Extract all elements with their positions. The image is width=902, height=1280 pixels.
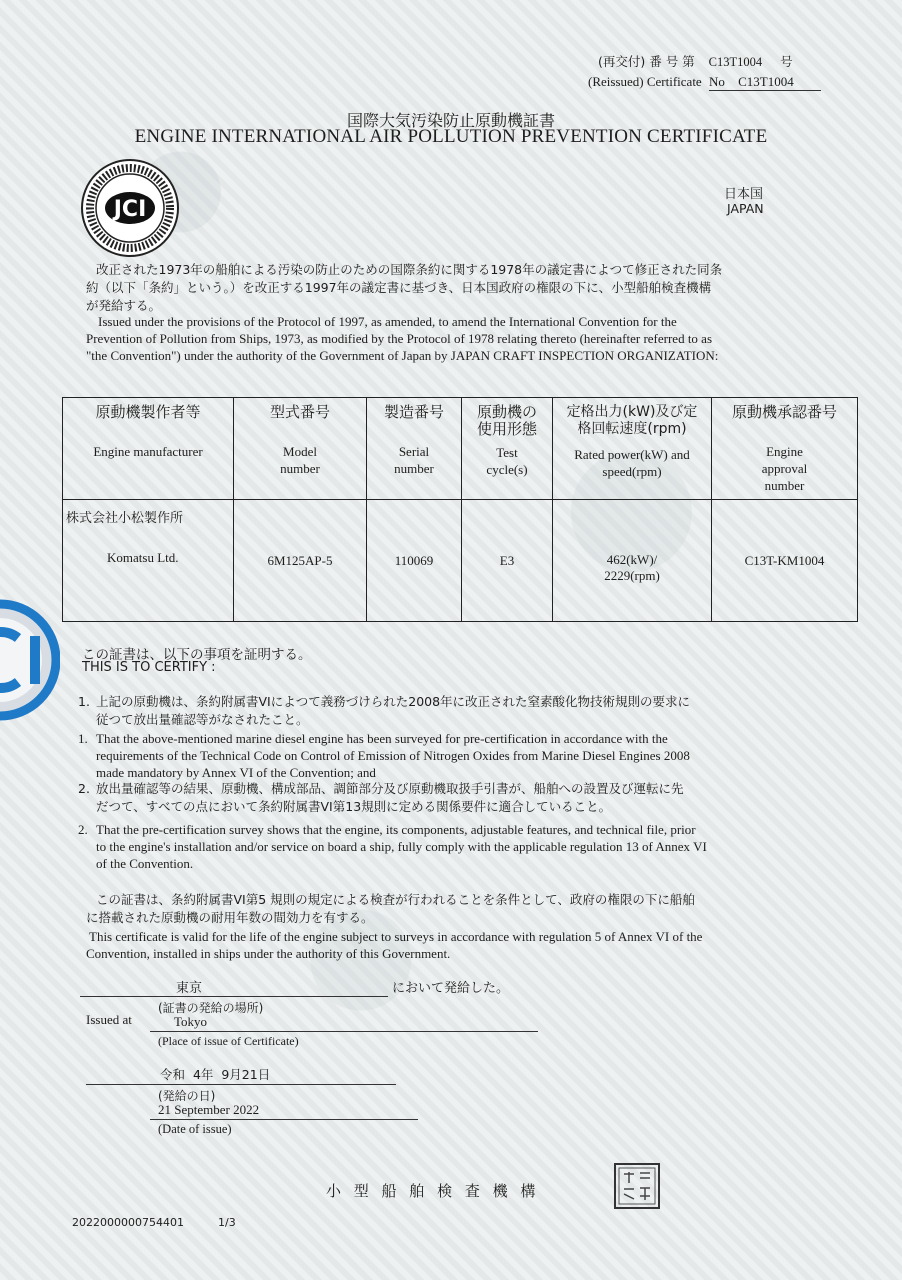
- header-serial: [367, 398, 462, 500]
- certify-en: THIS IS TO CERTIFY :: [82, 660, 216, 675]
- item2-en: [96, 821, 846, 872]
- validity-en: [86, 928, 856, 962]
- manufacturer-en: Komatsu Ltd.: [107, 550, 179, 565]
- date-jp-field: [86, 1064, 396, 1085]
- place-label-jp: (証書の発給の場所): [158, 1001, 264, 1015]
- header-jp: 原動機の使用形態: [476, 403, 537, 438]
- item2-en-line: of the Convention.: [96, 856, 194, 871]
- reissued-en-field: [709, 74, 821, 91]
- reissued-en-label: (Reissued) Certificate: [588, 74, 702, 89]
- issued-at-label: Issued at: [86, 1012, 132, 1027]
- header-en: Rated power(kW) and speed(rpm): [574, 447, 690, 479]
- header-en: Engine approval number: [761, 444, 808, 493]
- item1-jp-line: 従つて放出量確認等がなされたこと。: [96, 712, 309, 727]
- power-rpm: 2229(rpm): [604, 567, 660, 583]
- header-jp: 製造番号: [383, 403, 444, 421]
- official-stamp-icon: [614, 1163, 660, 1209]
- item2-num-jp: 2.: [78, 781, 90, 796]
- header-en: Serial number: [394, 444, 434, 476]
- cell-manufacturer: [63, 500, 234, 622]
- header-rated-power: [553, 398, 712, 500]
- item1-num-jp: 1.: [78, 694, 90, 709]
- item1-num-en: 1.: [78, 731, 88, 746]
- item1-jp: [96, 693, 846, 729]
- item2-en-line: That the pre-certification survey shows that the engine, its components, adjustable features, and technical file, prior: [96, 822, 696, 837]
- header-en: Test cycle(s): [486, 445, 528, 477]
- item2-jp: [96, 780, 846, 816]
- intro-jp-line: が発給する。: [86, 298, 162, 313]
- document-number: 2022000000754401: [72, 1216, 184, 1229]
- reissued-en-no: No: [708, 74, 725, 89]
- item1-en-line: That the above-mentioned marine diesel engine has been surveyed for pre-certification in accordance with the: [96, 731, 668, 746]
- cell-rated-power: [553, 500, 712, 622]
- cell-test-cycle: E3: [462, 500, 553, 622]
- table-header-row: [63, 398, 858, 500]
- item2-num-en: 2.: [78, 822, 88, 837]
- intro-jp-line: 改正された1973年の船舶による汚染の防止のための国際条約に関する1978年の議定書によつて修正された同条: [96, 262, 723, 277]
- engine-table: [62, 397, 858, 622]
- item1-en-line: requirements of the Technical Code on Control of Emission of Nitrogen Oxides from Marine Diesel Engines 2008: [96, 748, 690, 763]
- place-jp-field: [80, 977, 388, 997]
- header-jp: 原動機製作者等: [95, 403, 201, 421]
- reissued-jp-label: (再交付) 番 号 第: [598, 54, 695, 69]
- intro-en-line: Prevention of Pollution from Ships, 1973, as modified by the Protocol of 1978 relating thereto (hereinafter referred to as: [86, 331, 713, 346]
- table-row: [63, 500, 858, 622]
- date-en: 21 September 2022: [158, 1102, 260, 1117]
- header-jp: 定格出力(kW)及び定格回転速度(rpm): [566, 404, 698, 437]
- header-approval: [712, 398, 858, 500]
- cell-serial: 110069: [367, 500, 462, 622]
- date-jp: 令和 4年 9月21日: [160, 1067, 271, 1082]
- reissued-jp-number: C13T1004: [708, 55, 763, 69]
- power-kw: 462(kW)/: [606, 551, 658, 567]
- title-en: ENGINE INTERNATIONAL AIR POLLUTION PREVENTION CERTIFICATE: [134, 126, 768, 147]
- header-manufacturer: [63, 398, 234, 500]
- date-label-en: (Date of issue): [158, 1122, 232, 1136]
- date-en-field: [150, 1102, 418, 1120]
- certify-jp: この証書は、以下の事項を証明する。: [82, 647, 312, 663]
- intro-en: [86, 313, 856, 364]
- header-model: [234, 398, 367, 500]
- reissued-jp-suffix: 号: [780, 54, 793, 69]
- item2-jp-line: だつて、すべての点において条約附属書VI第13規則に定める関係要件に適合していること。: [96, 799, 612, 814]
- header-en: Engine manufacturer: [93, 444, 203, 459]
- page-number: 1/3: [218, 1216, 236, 1229]
- place-label-en: (Place of issue of Certificate): [158, 1034, 299, 1048]
- place-en-field: [150, 1014, 538, 1032]
- partial-seal-logo: [0, 590, 60, 730]
- header-test-cycle: [462, 398, 553, 500]
- intro-en-line: "the Convention") under the authority of the Government of Japan by JAPAN CRAFT INSPECTION ORGANIZATION:: [86, 348, 719, 363]
- validity-jp-line: この証書は、条約附属書VI第5 規則の規定による検査が行われることを条件として、政府の権限の下に船舶: [96, 892, 695, 907]
- manufacturer-jp: 株式会社小松製作所: [66, 511, 184, 526]
- validity-en-line: This certificate is valid for the life of the engine subject to surveys in accordance with regulation 5 of Annex VI of the: [89, 929, 703, 944]
- header-jp: 原動機承認番号: [731, 403, 837, 421]
- header-jp: 型式番号: [269, 403, 330, 421]
- item1-en: [96, 730, 846, 781]
- validity-jp-line: に搭載された原動機の耐用年数の間効力を有する。: [86, 910, 374, 925]
- item2-jp-line: 放出量確認等の結果、原動機、構成部品、調節部分及び原動機取扱手引書が、船舶への設置及び運転に先: [96, 781, 684, 796]
- intro-en-line: Issued under the provisions of the Protocol of 1997, as amended, to amend the International Convention for the: [98, 314, 677, 329]
- issued-jp-suffix: において発給した。: [392, 981, 510, 996]
- reissued-number-jp: [598, 52, 793, 70]
- seal-text: JCI: [113, 197, 147, 222]
- title-jp: 国際大気汚染防止原動機証書: [346, 111, 555, 130]
- jci-seal-logo: [80, 158, 180, 258]
- reissued-en-number: C13T1004: [738, 74, 794, 89]
- country-en: JAPAN: [727, 201, 764, 216]
- issuing-organization: 小 型 船 舶 検 査 機 構: [326, 1182, 540, 1200]
- validity-en-line: Convention, installed in ships under the authority of this Government.: [86, 946, 451, 961]
- intro-jp-line: 約（以下「条約」という。）を改正する1997年の議定書に基づき、日本国政府の権限の下に、小型船舶検査機構: [86, 280, 712, 295]
- place-jp: 東京: [176, 981, 203, 996]
- date-label-jp: (発給の日): [158, 1089, 216, 1103]
- cell-approval: C13T-KM1004: [712, 500, 858, 622]
- validity-jp: [86, 891, 846, 927]
- intro-jp: [86, 261, 846, 315]
- country-jp: 日本国: [724, 187, 764, 202]
- cell-model: 6M125AP-5: [234, 500, 367, 622]
- item1-en-line: made mandatory by Annex VI of the Convention; and: [96, 765, 376, 780]
- reissued-number-en: [588, 74, 821, 91]
- place-en: Tokyo: [174, 1014, 208, 1029]
- item1-jp-line: 上記の原動機は、条約附属書VIによつて義務づけられた2008年に改正された窒素酸化物技術規則の要求に: [96, 694, 691, 709]
- item2-en-line: to the engine's installation and/or service on board a ship, fully comply with the applicable regulation 13 of Annex VI: [96, 839, 707, 854]
- header-en: Model number: [280, 444, 320, 476]
